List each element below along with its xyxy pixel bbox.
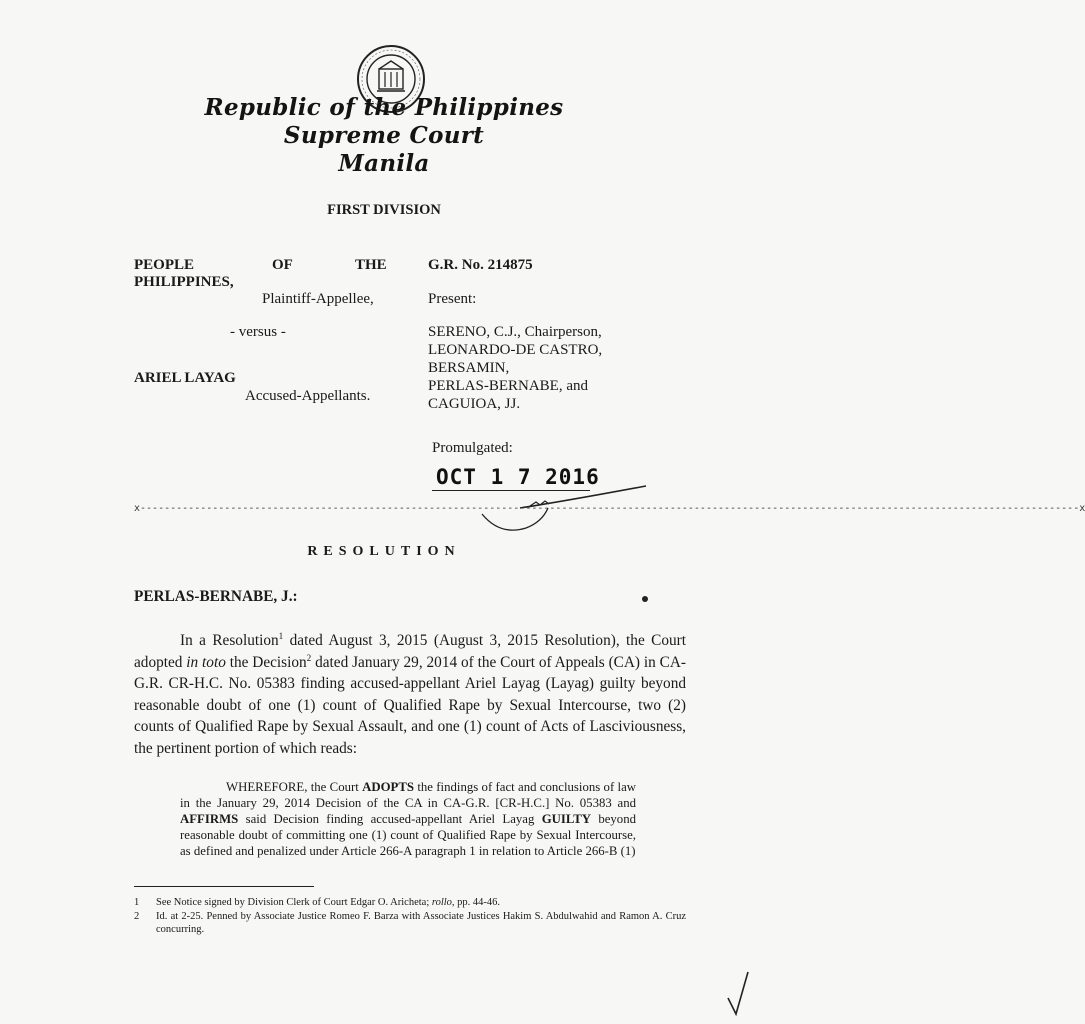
promulgation-date-stamp: OCT 1 7 2016 <box>436 465 600 489</box>
header-manila: Manila <box>338 150 430 177</box>
justice-line: PERLAS-BERNABE, and <box>428 378 589 394</box>
document-title: RESOLUTION <box>307 544 461 559</box>
party1-word2: OF <box>272 257 293 273</box>
justice-line: SERENO, C.J., Chairperson, <box>428 324 602 340</box>
body-paragraph: In a Resolution$^1$ dated August 3, 2015 (August 3, 2015 Resolution), the Court adopted in toto the Decision$^2$ dated January 29, 2014 of the Court of Appeals (CA) in CA-G.R. CR-H.C. No. 05383 finding accused-appellant Ariel Layag (Layag) guilty beyond reasonable doubt of one (1) count of Qualified Rape by Sexual Intercourse, two (2) counts of Qualified Rape by Sexual Assault, and one (1) count of Acts of Lasciviousness, the pertinent portion of which reads: <box>134 630 686 757</box>
gr-number: G.R. No. 214875 <box>428 257 533 273</box>
promulgated-label: Promulgated: <box>432 440 513 456</box>
party1-role: Plaintiff-Appellee, <box>262 291 374 307</box>
justice-line: BERSAMIN, <box>428 360 510 376</box>
party2-role: Accused-Appellants. <box>245 388 371 404</box>
header-supreme-court: Supreme Court <box>283 122 485 149</box>
versus-label: - versus - <box>230 324 286 340</box>
party1-line2: PHILIPPINES, <box>134 274 234 290</box>
footnote-mark: 1 <box>134 897 140 908</box>
check-mark-icon <box>726 968 752 1018</box>
justice-line: CAGUIOA, JJ. <box>428 396 521 412</box>
footnote-ref-1[interactable]: 1 <box>278 630 284 641</box>
footnote-1: See Notice signed by Division Clerk of Court Edgar O. Aricheta; rollo, pp. 44-46. <box>156 897 501 908</box>
party2-name: ARIEL LAYAG <box>134 370 236 386</box>
division-label: FIRST DIVISION <box>327 202 441 218</box>
justice-line: LEONARDO-DE CASTRO, <box>428 342 603 358</box>
party1-word3: THE <box>355 257 387 273</box>
separator-line: x------------------------------------------------------------------------------------------------------------------------------------------------------------x <box>134 503 1085 514</box>
footnote-mark: 2 <box>134 911 140 922</box>
footnote-ref-2[interactable]: 2 <box>306 652 312 663</box>
footnote-2: Id. at 2-25. Penned by Associate Justice Romeo F. Barza with Associate Justices Hakim S. Abdulwahid and Ramon A. Cruz concurring. <box>156 911 686 935</box>
block-quote: WHEREFORE, the Court ADOPTS the findings of fact and conclusions of law in the January 29, 2014 Decision of the CA in CA-G.R. [CR-H.C.] No. 05383 and AFFIRMS said Decision finding accused-appellant Ariel Layag GUILTY beyond reasonable doubt of committing one (1) count of Qualified Rape by Sexual Intercourse, as defined and penalized under Article 266-A paragraph 1 in relation to Article 266-B (1) <box>180 780 637 858</box>
header-republic: Republic of the Philippines <box>204 94 564 121</box>
party1-word1: PEOPLE <box>134 257 195 273</box>
present-label: Present: <box>428 291 477 307</box>
ponente-line: PERLAS-BERNABE, J.: <box>134 588 298 605</box>
dot-mark <box>642 596 648 602</box>
footnote-divider <box>134 886 314 887</box>
